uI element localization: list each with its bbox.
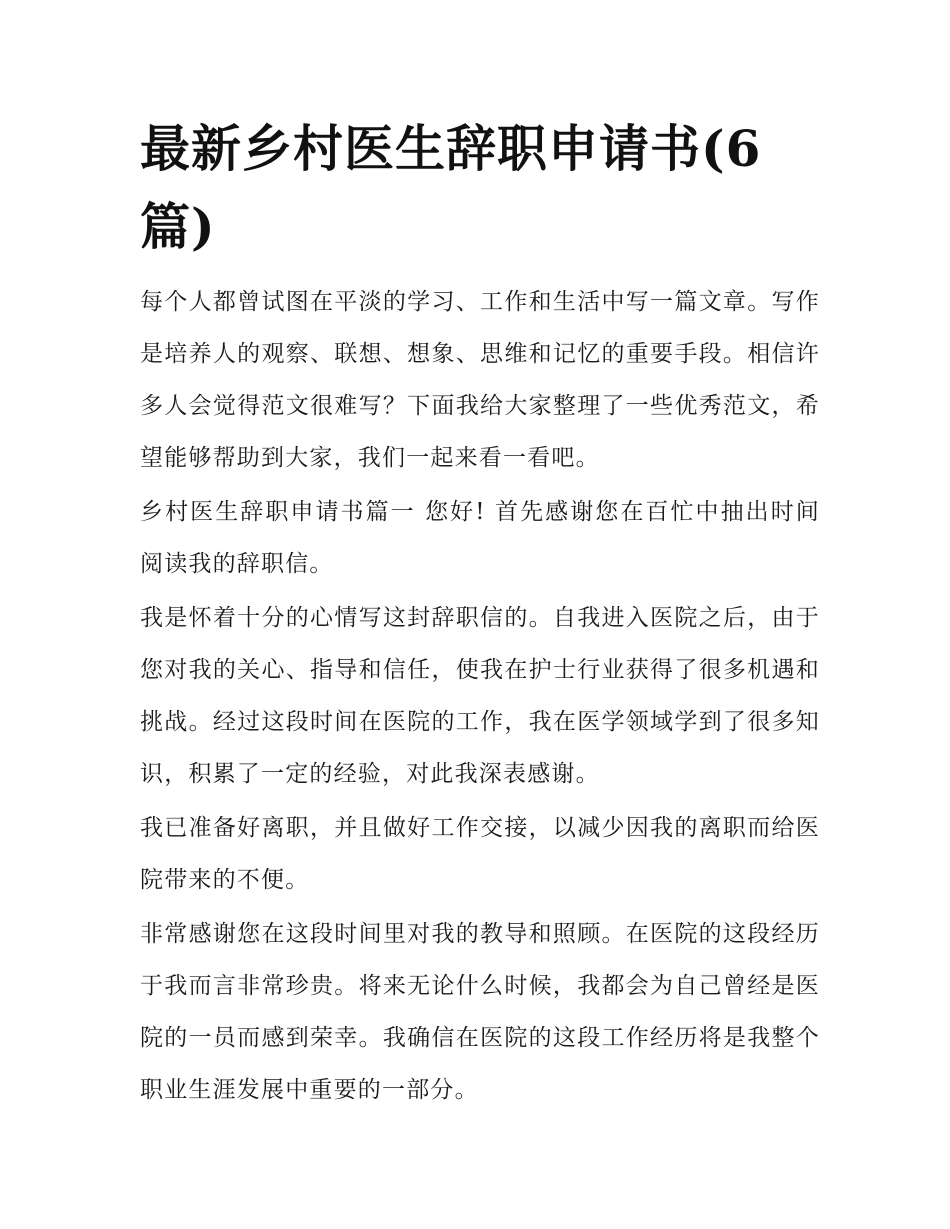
paragraph-thanks: 非常感谢您在这段时间里对我的教导和照顾。在医院的这段经历于我而言非常珍贵。将来无论什么时候，我都会为自己曾经是医院的一员而感到荣幸。我确信在医院的这段工作经历将是我整个职业生涯发展中重要的一部分。 [140,921,820,1103]
document-title: 最新乡村医生辞职申请书(6篇) [140,119,762,256]
paragraph-handover: 我已准备好离职，并且做好工作交接，以减少因我的离职而给医院带来的不便。 [140,815,820,893]
paragraph-reason: 我是怀着十分的心情写这封辞职信的。自我进入医院之后，由于您对我的关心、指导和信任，使我在护士行业获得了很多机遇和挑战。经过这段时间在医院的工作，我在医学领域学到了很多知识，积累了一定的经验，对此我深表感谢。 [140,605,820,787]
paragraph-intro: 每个人都曾试图在平淡的学习、工作和生活中写一篇文章。写作是培养人的观察、联想、想象、思维和记忆的重要手段。相信许多人会觉得范文很难写？下面我给大家整理了一些优秀范文，希望能够帮助到大家，我们一起来看一看吧。 [140,289,820,471]
paragraph-greeting: 乡村医生辞职申请书篇一 您好! 首先感谢您在百忙中抽出时间阅读我的辞职信。 [140,499,820,577]
document-body [140,276,820,1118]
